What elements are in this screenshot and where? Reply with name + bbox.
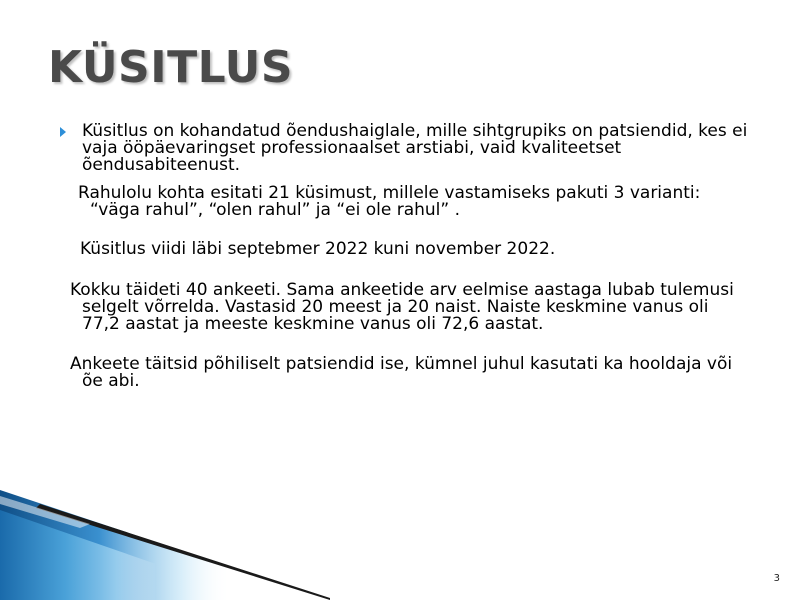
paragraph-1: Küsitlus on kohandatud õendushaiglale, mille sihtgrupiks on patsiendid, kes ei vaja ööpäevaringset professionaalset arstiabi, vaid kvaliteetset õendusabiteenust. bbox=[82, 121, 748, 175]
triangle-bullet-icon bbox=[60, 127, 66, 137]
paragraph-4: Kokku täideti 40 ankeeti. Sama ankeetide arv eelmise aastaga lubab tulemusi selgelt võrrelda. Vastasid 20 meest ja 20 naist. Naiste keskmine vanus oli 77,2 aastat ja meeste keskmine vanus oli 72,6 aastat. bbox=[70, 280, 734, 334]
page-number: 3 bbox=[773, 573, 780, 584]
paragraph-3-block bbox=[60, 241, 750, 258]
slide-title: KÜSITLUS bbox=[48, 42, 294, 93]
decorative-swoosh bbox=[0, 490, 800, 600]
paragraph-3: Küsitlus viidi läbi septebmer 2022 kuni november 2022. bbox=[80, 239, 556, 259]
paragraph-2: Rahulolu kohta esitati 21 küsimust, millele vastamiseks pakuti 3 varianti: “väga rahul”, “olen rahul” ja “ei ole rahul” . bbox=[78, 183, 701, 220]
paragraph-5-block bbox=[60, 356, 750, 390]
paragraph-2-block bbox=[60, 185, 750, 219]
paragraph-4-block bbox=[60, 282, 750, 333]
bullet-paragraph bbox=[60, 123, 750, 174]
slide-body bbox=[60, 123, 750, 390]
paragraph-5: Ankeete täitsid põhiliselt patsiendid ise, kümnel juhul kasutati ka hooldaja või õe abi. bbox=[70, 354, 733, 391]
